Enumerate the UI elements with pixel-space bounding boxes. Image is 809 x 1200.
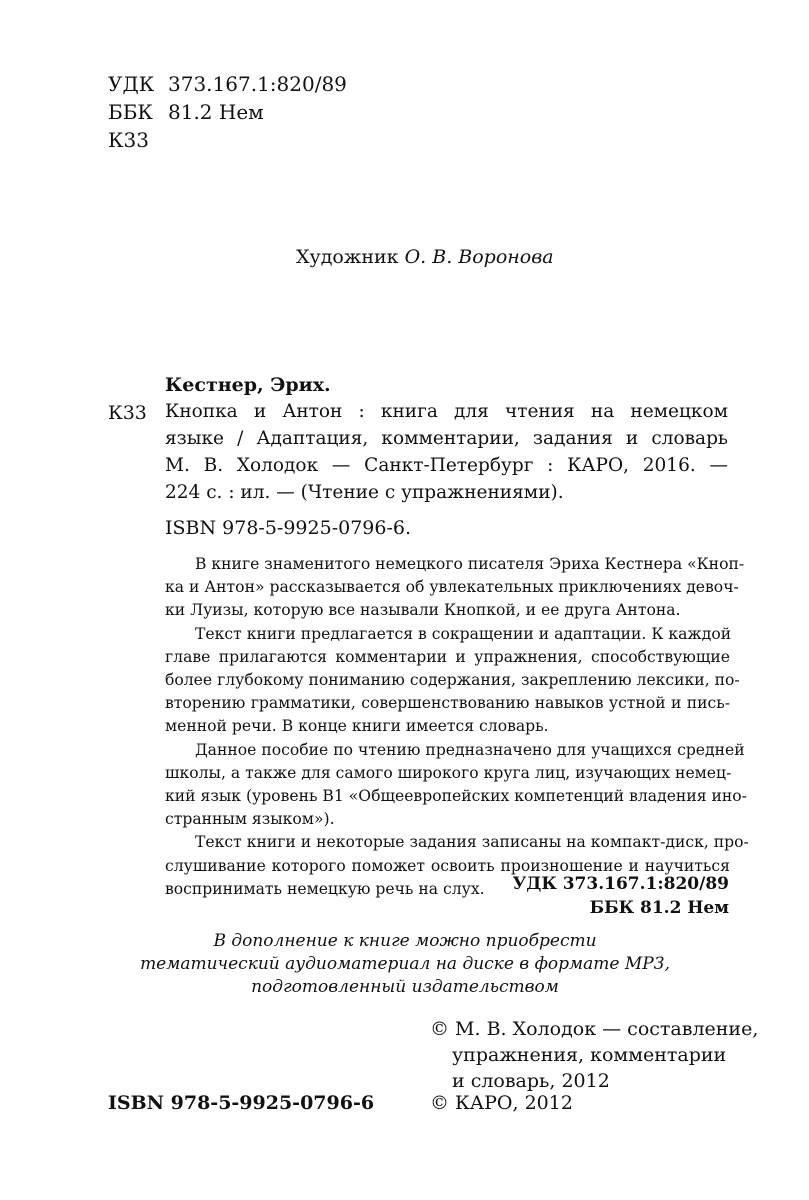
abstract-line: Текст книги предлагается в сокращении и адаптации. К каждой [195, 624, 732, 643]
abstract-line: Текст книги и некоторые задания записаны на компакт-диск, про- [195, 833, 749, 852]
supplement-line: подготовленный издательством [251, 977, 559, 997]
author-sign-row [108, 126, 347, 154]
abstract-line: ки Луизы, которую все называли Кнопкой, и ее друга Антона. [165, 601, 681, 620]
supplement-line: В дополнение к книге можно приобрести [213, 931, 597, 951]
abstract-line: школы, а также для самого широкого круга лиц, изучающих немец- [165, 763, 732, 782]
udk-row [108, 70, 347, 98]
bib-line: языке / Адаптация, комментарии, задания и словарь [165, 428, 728, 449]
abstract-line: странным языком»). [165, 810, 335, 829]
artist-name: О. В. Воронова [404, 246, 554, 268]
copyright-line: © М. В. Холодок — составление, [430, 1018, 759, 1040]
copyright-line: упражнения, комментарии [452, 1044, 727, 1066]
isbn-record: ISBN 978-5-9925-0796-6. [165, 517, 412, 539]
abstract-line: вторению грамматики, совершенствованию навыков устной и пись- [165, 694, 730, 713]
copyright-line: и словарь, 2012 [452, 1070, 610, 1092]
isbn-bottom: ISBN 978-5-9925-0796-6 [108, 1092, 375, 1114]
bbk-label: ББК [108, 100, 153, 124]
classification-codes [108, 70, 347, 154]
author-sign-margin: К33 [108, 402, 147, 424]
abstract [165, 553, 749, 901]
footer-bbk: ББК 81.2 Нем [589, 898, 729, 918]
udk-value: 373.167.1:820/89 [168, 72, 347, 96]
abstract-line: главе прилагаются комментарии и упражнения, способствующие [165, 647, 730, 666]
author-sign: К33 [108, 128, 149, 152]
abstract-line: более глубокому пониманию содержания, закреплению лексики, по- [165, 671, 740, 690]
abstract-line: воспринимать немецкую речь на слух. [165, 879, 485, 898]
bib-line: Кнопка и Антон : книга для чтения на немецком [165, 401, 728, 422]
artist-credit [296, 246, 554, 268]
artist-label: Художник [296, 246, 399, 268]
supplement-line: тематический аудиоматериал на диске в формате MP3, [140, 954, 670, 974]
bibliographic-description [165, 398, 728, 506]
bib-line: 224 с. : ил. — (Чтение с упражнениями). [165, 482, 564, 503]
book-author: Кестнер, Эрих. [165, 374, 331, 396]
bib-line: М. В. Холодок — Санкт-Петербург : КАРО, 2016. — [165, 455, 728, 476]
udk-label: УДК [108, 72, 155, 96]
abstract-line: менной речи. В конце книги имеется словарь. [165, 717, 549, 736]
bbk-value: 81.2 Нем [168, 100, 264, 124]
copyright-compiler [430, 1016, 758, 1094]
supplement-note [120, 930, 690, 999]
bbk-row [108, 98, 347, 126]
footer-udk: УДК 373.167.1:820/89 [512, 874, 729, 894]
footer-codes [512, 872, 729, 920]
abstract-line: Данное пособие по чтению предназначено для учащихся средней [195, 740, 745, 759]
abstract-line: слушивание которого поможет освоить произношение и научиться [165, 856, 730, 875]
abstract-line: ка и Антон» рассказывается об увлекательных приключениях девоч- [165, 578, 739, 597]
copyright-publisher: © КАРО, 2012 [430, 1092, 573, 1114]
abstract-line: кий язык (уровень B1 «Общеевропейских компетенций владения ино- [165, 787, 747, 806]
abstract-line: В книге знаменитого немецкого писателя Эриха Кестнера «Кноп- [195, 555, 745, 573]
